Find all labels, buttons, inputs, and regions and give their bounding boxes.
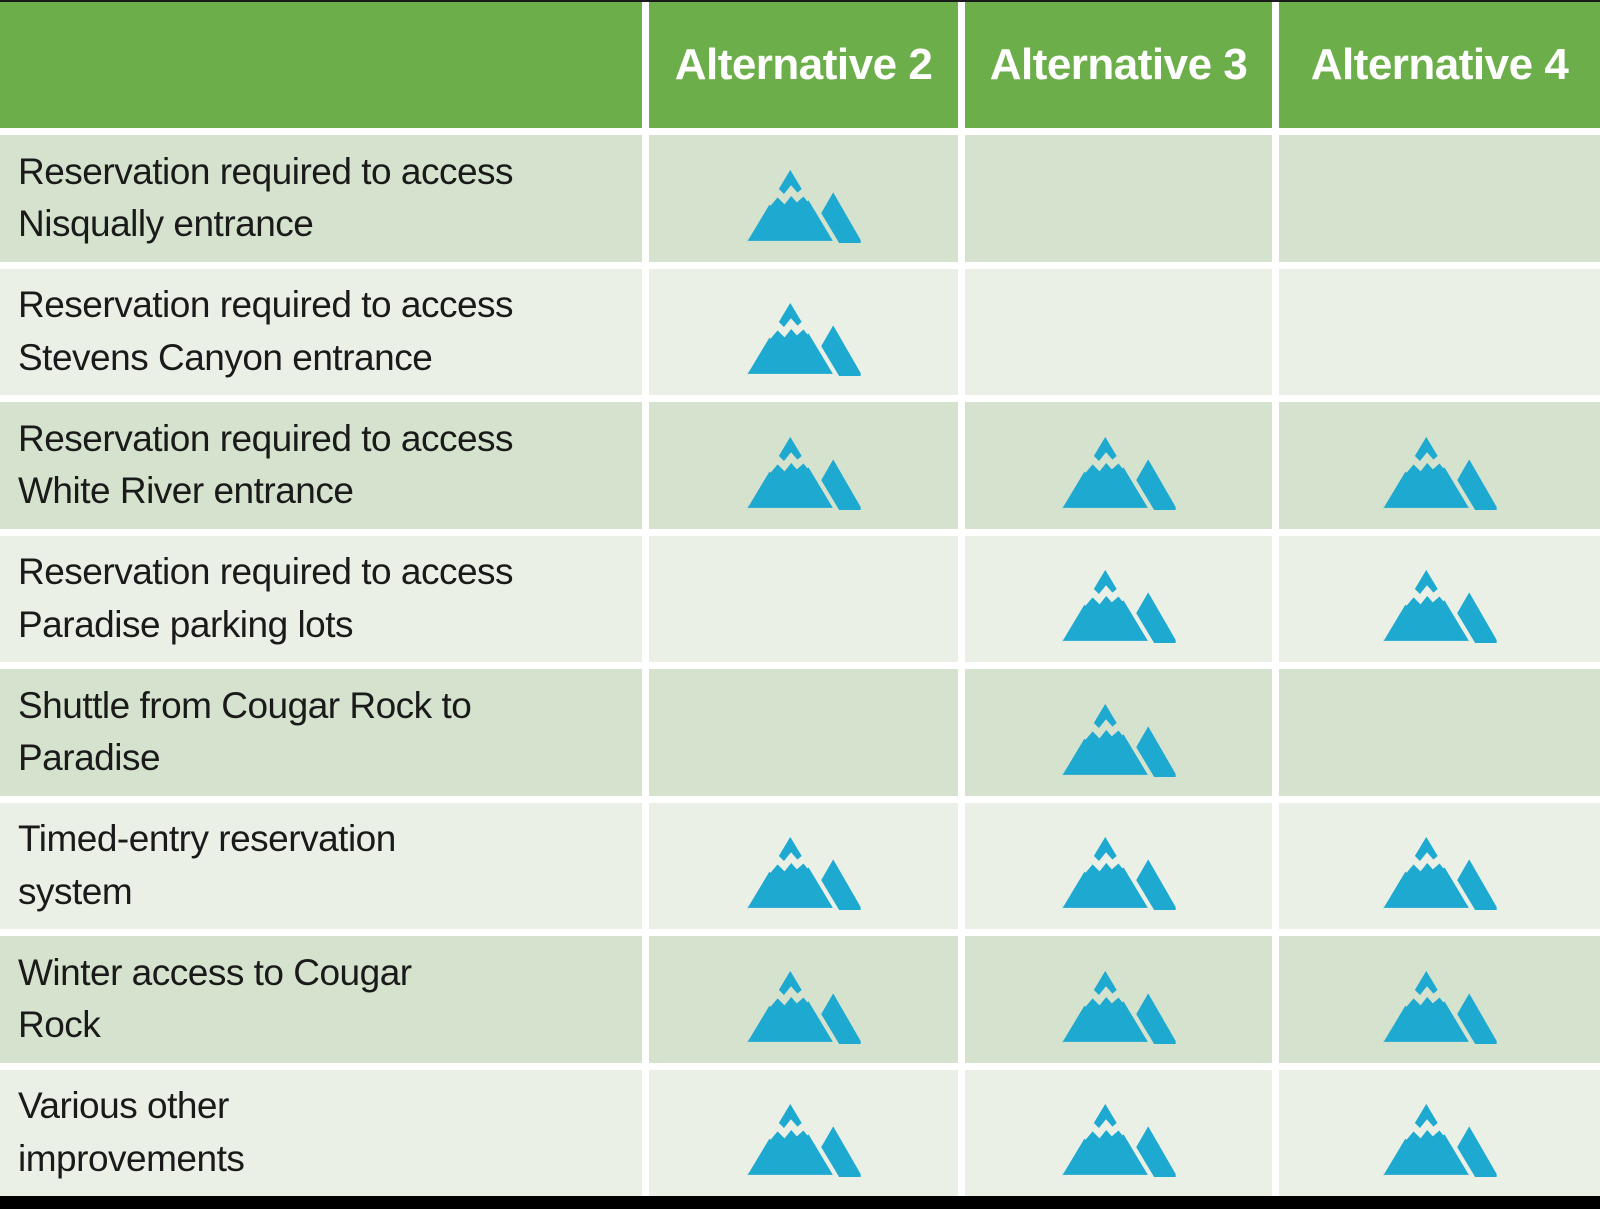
header-alternative-2 [649, 2, 958, 128]
mountain-icon [747, 164, 861, 243]
mountain-icon [1062, 831, 1176, 910]
header-alternative-3 [965, 2, 1272, 128]
feature-label: Reservation required to access Stevens Canyon entrance [18, 284, 514, 378]
alt4-cell [1279, 936, 1600, 1063]
mountain-icon [747, 831, 861, 910]
feature-label: Various other improvements [18, 1085, 245, 1179]
alt4-cell [1279, 402, 1600, 529]
alt3-cell [965, 536, 1272, 663]
alt2-cell [649, 536, 958, 663]
header-alternative-2-label: Alternative 2 [674, 40, 933, 89]
feature-label: Reservation required to access White River entrance [18, 417, 514, 512]
feature-label-cell [0, 669, 642, 796]
mountain-icon [1062, 431, 1176, 510]
feature-label-cell [0, 536, 642, 663]
feature-label-cell [0, 1070, 642, 1197]
alt2-cell [649, 1070, 958, 1197]
alt2-cell [649, 936, 958, 1063]
alt2-cell [649, 803, 958, 930]
alt4-cell [1279, 536, 1600, 663]
comparison-table [0, 2, 1600, 1196]
alt2-cell [649, 269, 958, 396]
header-alternative-3-label: Alternative 3 [989, 40, 1248, 89]
alt2-cell [649, 402, 958, 529]
mountain-icon [1383, 831, 1497, 910]
feature-label-cell [0, 402, 642, 529]
header-empty-cell [0, 2, 642, 128]
feature-label: Winter access to Cougar Rock [18, 951, 412, 1046]
feature-label: Timed-entry reservation system [18, 818, 396, 912]
alt4-cell [1279, 669, 1600, 796]
alt2-cell [649, 135, 958, 262]
header-alternative-4 [1279, 2, 1600, 128]
feature-label: Reservation required to access Paradise parking lots [18, 551, 514, 645]
mountain-icon [1062, 564, 1176, 643]
mountain-icon [1383, 965, 1497, 1044]
bottom-border-bar [0, 1196, 1600, 1209]
alt2-cell [649, 669, 958, 796]
alt3-cell [965, 1070, 1272, 1197]
alt4-cell [1279, 269, 1600, 396]
alt3-cell [965, 936, 1272, 1063]
mountain-icon [1062, 965, 1176, 1044]
mountain-icon [747, 965, 861, 1044]
alt3-cell [965, 269, 1272, 396]
header-alternative-4-label: Alternative 4 [1310, 40, 1569, 89]
alt3-cell [965, 669, 1272, 796]
feature-label-cell [0, 135, 642, 262]
feature-label-cell [0, 803, 642, 930]
feature-label: Reservation required to access Nisqually entrance [18, 150, 514, 245]
alt4-cell [1279, 1070, 1600, 1197]
alt4-cell [1279, 135, 1600, 262]
feature-label-cell [0, 269, 642, 396]
mountain-icon [747, 1098, 861, 1177]
mountain-icon [1383, 564, 1497, 643]
alt4-cell [1279, 803, 1600, 930]
alt3-cell [965, 135, 1272, 262]
feature-label: Shuttle from Cougar Rock to Paradise [18, 684, 472, 779]
mountain-icon [1062, 1098, 1176, 1177]
alt3-cell [965, 803, 1272, 930]
alt3-cell [965, 402, 1272, 529]
mountain-icon [747, 297, 861, 376]
mountain-icon [1383, 1098, 1497, 1177]
feature-label-cell [0, 936, 642, 1063]
mountain-icon [1062, 698, 1176, 777]
mountain-icon [747, 431, 861, 510]
mountain-icon [1383, 431, 1497, 510]
